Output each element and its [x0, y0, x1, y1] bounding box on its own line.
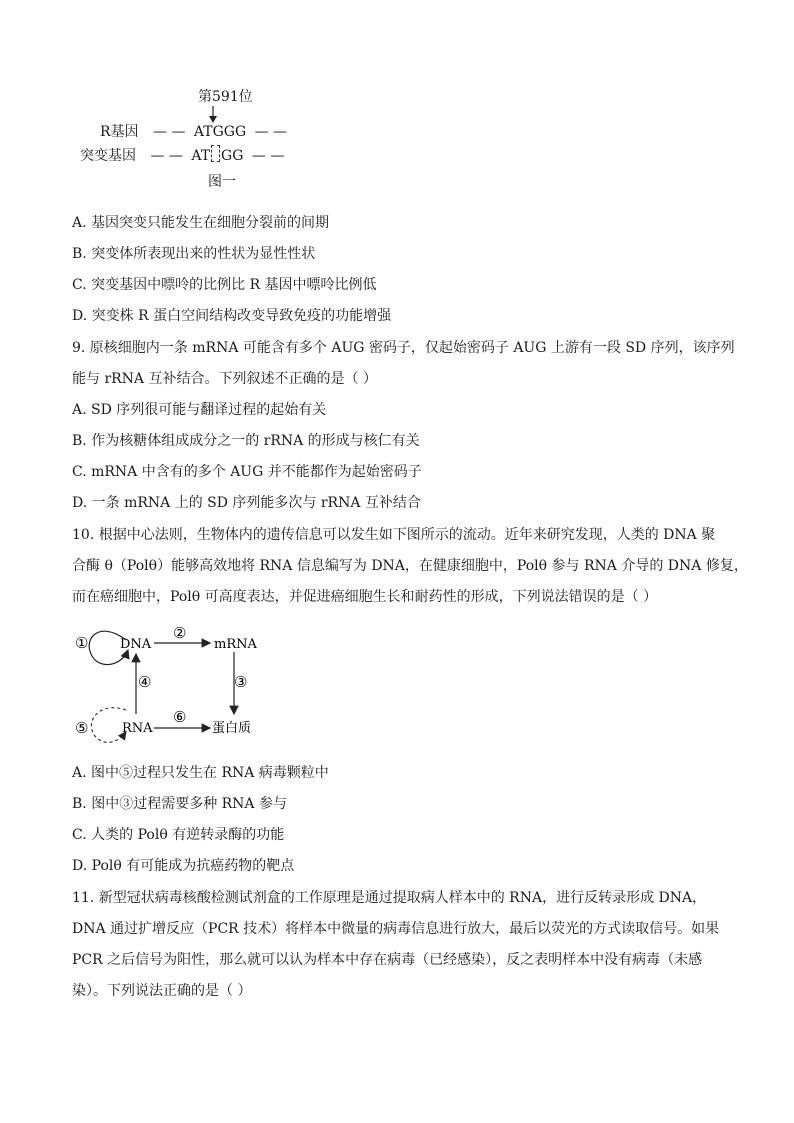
deletion-box	[211, 145, 220, 162]
mutant-seq-suffix: GG	[221, 148, 244, 164]
mutant-gene-row	[80, 145, 284, 165]
label-6: ⑥	[173, 708, 187, 726]
q8-option-d: D. 突变株 R 蛋白空间结构改变导致免疫的功能增强	[72, 308, 392, 324]
mutant-gene-right-dashes: — —	[251, 148, 285, 164]
q10-stem-line-3: 而在癌细胞中，Polθ 可高度表达，并促进癌细胞生长和耐药性的形成，下列说法错误的是（ ）	[72, 589, 658, 605]
q9-stem-line-2: 能与 rRNA 互补结合。下列叙述不正确的是（ ）	[72, 371, 377, 387]
r-gene-left-dashes: — —	[153, 124, 186, 140]
q9-stem-line-1: 9. 原核细胞内一条 mRNA 可能含有多个 AUG 密码子，仅起始密码子 AUG 上游有一段 SD 序列，该序列	[72, 340, 735, 356]
mutant-gene-label: 突变基因	[80, 148, 136, 164]
q8-option-b: B. 突变体所表现出来的性状为显性性状	[72, 246, 316, 262]
node-mrna: mRNA	[214, 637, 257, 652]
r-gene-label: R基因	[100, 124, 139, 140]
r-gene-right-dashes: — —	[254, 124, 288, 140]
q9-option-c: C. mRNA 中含有的多个 AUG 并不能都作为起始密码子	[72, 464, 422, 480]
position-label: 第591位	[198, 89, 253, 105]
q11-stem-line-3: PCR 之后信号为阳性，那么就可以认为样本中存在病毒（已经感染），反之表明样本中没有病毒（未感	[72, 952, 703, 968]
label-3: ③	[234, 673, 248, 691]
q9-option-d: D. 一条 mRNA 上的 SD 序列能多次与 rRNA 互补结合	[72, 495, 421, 511]
q11-stem-line-1: 11. 新型冠状病毒核酸检测试剂盒的工作原理是通过提取病人样本中的 RNA，进行反转录形成 DNA，	[72, 890, 707, 906]
q11-stem-line-4: 染）。下列说法正确的是（ ）	[72, 983, 252, 999]
r-gene-row	[100, 121, 287, 141]
q10-option-c: C. 人类的 Polθ 有逆转录酶的功能	[72, 827, 285, 843]
figure-1-caption: 图一	[208, 174, 236, 190]
q9-option-a: A. SD 序列很可能与翻译过程的起始有关	[72, 402, 327, 418]
q10-option-d: D. Polθ 有可能成为抗癌药物的靶点	[72, 858, 295, 874]
label-4: ④	[138, 673, 152, 691]
node-rna: RNA	[122, 721, 153, 736]
q10-stem-line-2: 合酶 θ（Polθ）能够高效地将 RNA 信息编写为 DNA，在健康细胞中，Polθ 参与 RNA 介导的 DNA 修复，	[72, 558, 748, 574]
q10-stem-line-1: 10. 根据中心法则，生物体内的遗传信息可以发生如下图所示的流动。近年来研究发现，人类的 DNA 聚	[72, 527, 716, 543]
q10-option-a: A. 图中⑤过程只发生在 RNA 病毒颗粒中	[72, 765, 329, 781]
q11-stem-line-2: DNA 通过扩增反应（PCR 技术）将样本中微量的病毒信息进行放大，最后以荧光的方式读取信号。如果	[72, 921, 720, 937]
q8-option-c: C. 突变基因中嘌呤的比例比 R 基因中嘌呤比例低	[72, 277, 377, 293]
mutant-seq-prefix: AT	[191, 148, 211, 164]
node-protein: 蛋白质	[212, 721, 252, 736]
q10-option-b: B. 图中③过程需要多种 RNA 参与	[72, 796, 287, 812]
node-dna: DNA	[120, 637, 152, 652]
label-1: ①	[75, 634, 89, 652]
r-gene-sequence: ATGGG	[193, 124, 247, 140]
mutant-gene-left-dashes: — —	[150, 148, 183, 164]
central-dogma-diagram	[70, 618, 270, 753]
label-5: ⑤	[75, 719, 89, 737]
q8-option-a: A. 基因突变只能发生在细胞分裂前的间期	[72, 215, 330, 231]
q9-option-b: B. 作为核糖体组成成分之一的 rRNA 的形成与核仁有关	[72, 433, 420, 449]
label-2: ②	[173, 624, 187, 642]
rna-replication-arrow	[91, 708, 126, 743]
